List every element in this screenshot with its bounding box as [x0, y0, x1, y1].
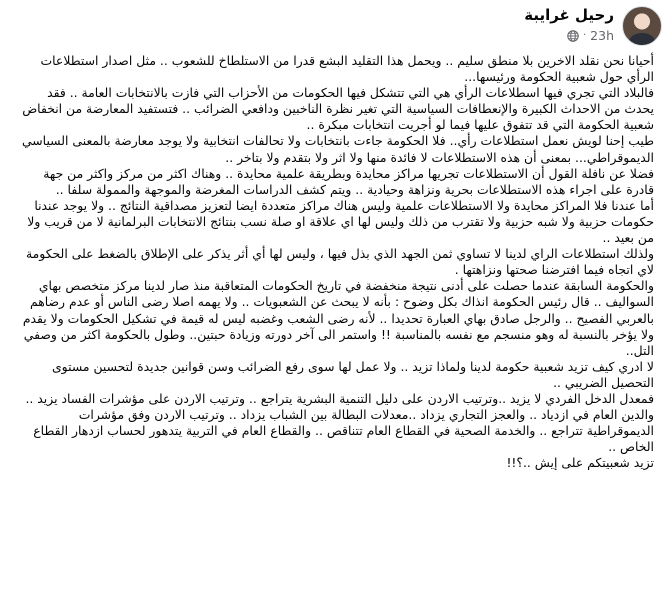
- post-meta: [567, 28, 614, 43]
- author-name[interactable]: رحيل غرايبة: [524, 6, 614, 24]
- post-paragraph-7: والحكومة السابقة عندما حصلت على أدنى نتيجة منخفضة في تاريخ الحكومات المتعاقبة منذ صار لدينا مركز متخصص بهاي السواليف .. قال رئيس الحكومة انذاك بكل وضوح : بأنه لا يبحث عن الشعبويات .. ولا يهمه اصلا رضى الناس أو عدم رضاهم بالعربي الفصيح .. والرجل صادق بهاي العبارة تحديدا .. لأنه رضى الشعب وغضبه ليس له قيمة في تشكيل الحكومات ولا يقدم ولا يؤخر بالنسبة له وهو منسجم مع نفسه بالمناسبة !! واستمر الى آخر دورته وزيادة حبتين.. وطول بالحكومة اكثر من وصفي التل..: [22, 278, 654, 358]
- post-paragraph-5: أما عندنا فلا المراكز محايدة ولا الاستطلاعات علمية وليس هناك مراكز متعددة ايضا لتعزيز مصداقية النتائج .. ولا يوجد عندنا حكومات حزبية ولا شبه حزبية ولا تقترب من ذلك وليس لها اي علاقة او صلة نسب بنتائج الانتخابات البرلمانية لا من قريب ولا من بعيد ..: [27, 197, 654, 246]
- post-header: [0, 0, 672, 50]
- post-paragraph-10: تزيد شعبيتكم على إيش ..؟!!: [506, 455, 654, 471]
- post-paragraph-6: ولذلك استطلاعات الراي لدينا لا تساوي ثمن الجهد الذي بذل فيها ، وليس لها أي أثر يذكر على الإطلاق بالضغط على الحكومة لاي اتجاه فيما افترضنا صحتها ونزاهتها .: [26, 246, 654, 278]
- post-paragraph-2: فالبلاد التي تجري فيها اسطلاعات الرأي هي التي تتشكل فيها الحكومات من الأحزاب التي فازت بالانتخابات العامة .. فقد يحدث من الاحداث الكبيرة والإنعطافات السياسية التي تغير نظرة الناخبين ودافعي الضرائب .. فتستفيد المعارضة من انخفاض شعبية الحكومة التي قد تتفوق عليها فيما لو أجريت انتخابات مبكرة ..: [22, 85, 654, 133]
- post-time[interactable]: 23h: [590, 28, 614, 43]
- globe-icon[interactable]: [567, 30, 579, 42]
- post-paragraph-9: فمعدل الدخل الفردي لا يزيد ..وترتيب الاردن على دليل التنمية البشرية يتراجع .. وترتيب الاردن على مؤشرات الفساد يزيد .. والدين العام في ازدياد .. والعجز التجاري يزداد ..معدلات البطالة بين الشباب يزداد .. وترتيب الاردن وفق مؤشرات الديموقراطية تتراجع .. والخدمة الصحية في القطاع العام تتناقص .. والقطاع العام في التربية يتدهور لحساب ازدهار القطاع الخاص ..: [25, 390, 654, 455]
- post-paragraph-1: أحيانا نحن نقلد الاخرين بلا منطق سليم .. ويحمل هذا التقليد البشع قدرا من الاستلطاخ للشعوب .. مثل اصدار استطلاعات الرأي حول شعبية الحكومة ورئيسها...: [40, 53, 654, 85]
- meta-separator: ·: [582, 30, 587, 41]
- avatar[interactable]: [622, 6, 662, 46]
- post-paragraph-4: فضلا عن نافلة القول أن الاستطلاعات تجريها مراكز محايدة وبطريقة علمية محايدة .. وهناك اكثر من مركز واكثر من جهة قادرة على اجراء هذه الاستطلاعات بحرية ونزاهة وحيادية .. ويتم كشف الدراسات المغرضة والموجهة والممولة سلفا ..: [43, 165, 654, 197]
- post-paragraph-8: لا ادري كيف تزيد شعبية حكومة لدينا ولماذا تزيد .. ولا عمل لها سوى رفع الضرائب وسن قوانين جديدة لتحسين مستوى التحصيل الضريبي ..: [51, 358, 654, 390]
- post-paragraph-3: طيب إحنا لويش نعمل استطلاعات رأي.. فلا الحكومة جاءت بانتخابات ولا تحالفات انتخابية ولا يوجد معارضة بالمعنى السياسي الديموقراطي... بمعنى أن هذه الاستطلاعات لا فائدة منها ولا اثر ولا بتقدم ولا بتاخر ..: [21, 133, 654, 165]
- post-body: [14, 53, 654, 471]
